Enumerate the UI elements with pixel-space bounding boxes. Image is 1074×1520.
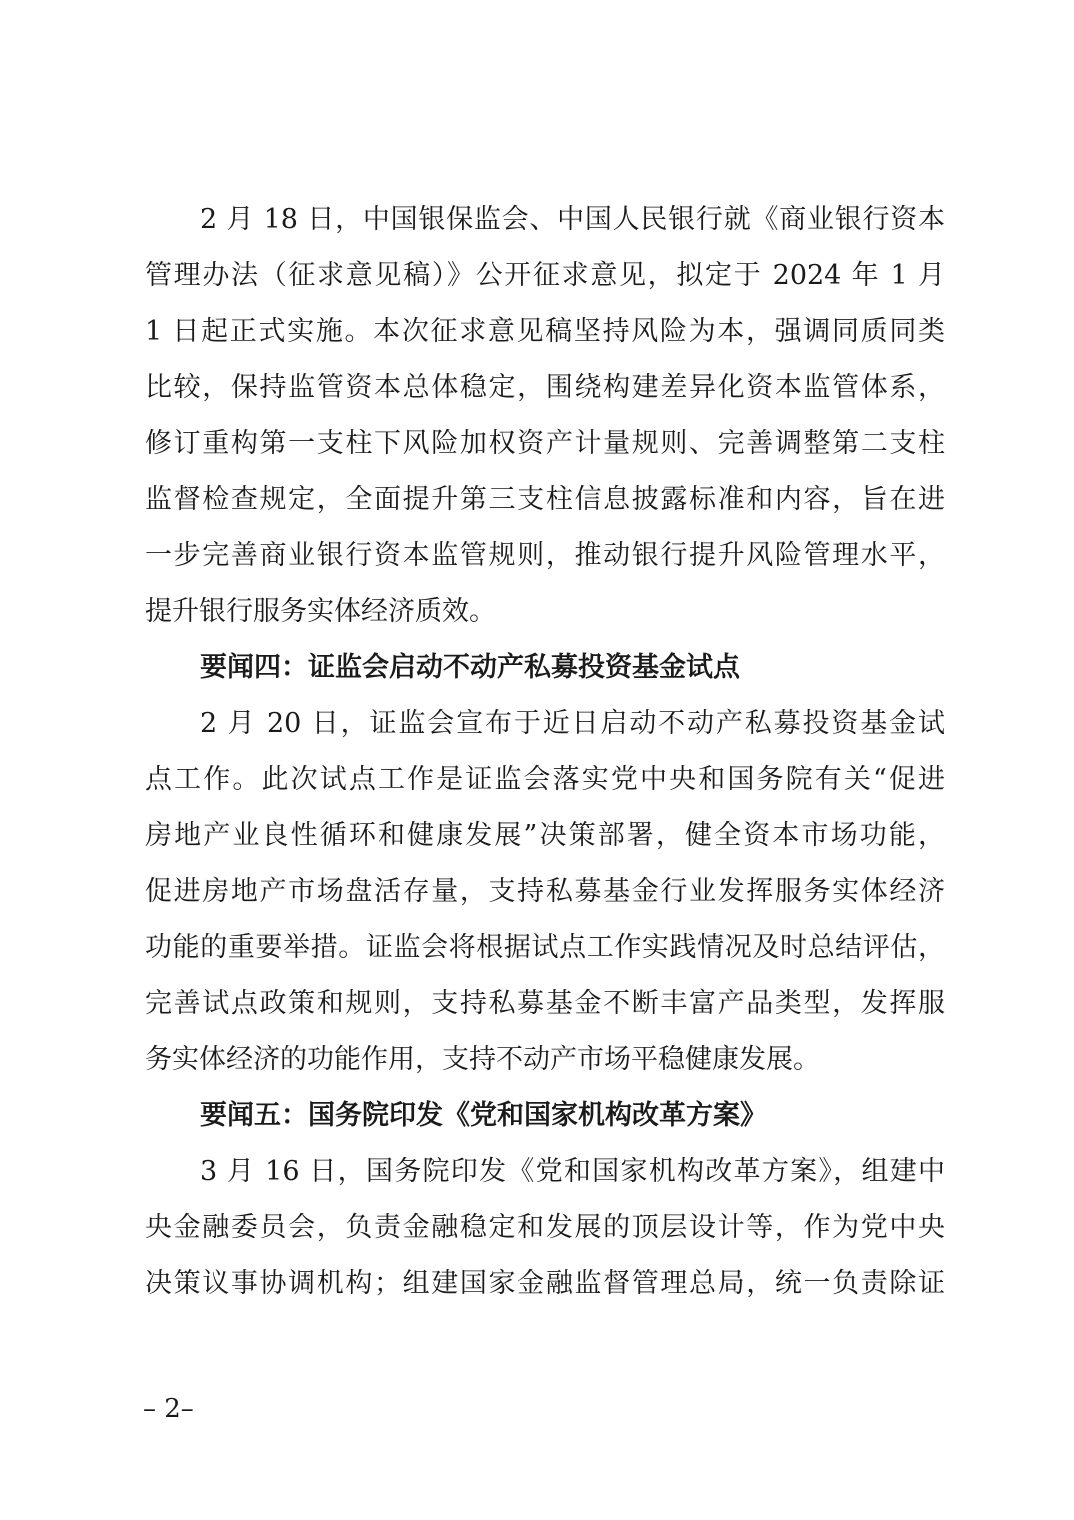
paragraph-line: 比较，保持监管资本总体稳定，围绕构建差异化资本监管体系， — [145, 372, 945, 403]
paragraph-line: 决策议事协调机构；组建国家金融监督管理总局，统一负责除证 — [145, 1268, 945, 1299]
paragraph-line: 促进房地产市场盘活存量，支持私募基金行业发挥服务实体经济 — [145, 876, 945, 907]
paragraph-capital-rules — [145, 192, 945, 640]
paragraph-line: 点工作。此次试点工作是证监会落实党中央和国务院有关“促进 — [145, 764, 945, 795]
news-heading-five: 要闻五：国务院印发《党和国家机构改革方案》 — [200, 1100, 767, 1131]
paragraph-line: 央金融委员会，负责金融稳定和发展的顶层设计等，作为党中央 — [145, 1212, 945, 1243]
paragraph-line: 一步完善商业银行资本监管规则，推动银行提升风险管理水平， — [145, 540, 945, 571]
paragraph-line: 完善试点政策和规则，支持私募基金不断丰富产品类型，发挥服 — [145, 988, 945, 1019]
paragraph-institutional-reform — [145, 1144, 945, 1312]
paragraph-line: 修订重构第一支柱下风险加权资产计量规则、完善调整第二支柱 — [145, 428, 945, 459]
paragraph-line: 功能的重要举措。证监会将根据试点工作实践情况及时总结评估， — [145, 932, 945, 963]
paragraph-line: 1 日起正式实施。本次征求意见稿坚持风险为本，强调同质同类 — [145, 316, 945, 347]
paragraph-line: 务实体经济的功能作用，支持不动产市场平稳健康发展。 — [145, 1044, 820, 1075]
paragraph-line: 管理办法（征求意见稿）》公开征求意见，拟定于 2024 年 1 月 — [145, 260, 945, 291]
paragraph-line: 3 月 16 日，国务院印发《党和国家机构改革方案》，组建中 — [200, 1156, 945, 1187]
page-number: – 2– — [143, 1394, 194, 1424]
paragraph-line: 提升银行服务实体经济质效。 — [145, 596, 496, 627]
paragraph-real-estate-fund-pilot — [145, 696, 945, 1088]
paragraph-line: 监督检查规定，全面提升第三支柱信息披露标准和内容，旨在进 — [145, 484, 945, 515]
document-body — [145, 192, 945, 1312]
paragraph-line: 2 月 20 日，证监会宣布于近日启动不动产私募投资基金试 — [200, 708, 945, 739]
paragraph-line: 2 月 18 日，中国银保监会、中国人民银行就《商业银行资本 — [200, 204, 945, 235]
news-heading-four: 要闻四：证监会启动不动产私募投资基金试点 — [200, 652, 740, 683]
paragraph-line: 房地产业良性循环和健康发展”决策部署，健全资本市场功能， — [145, 820, 945, 851]
